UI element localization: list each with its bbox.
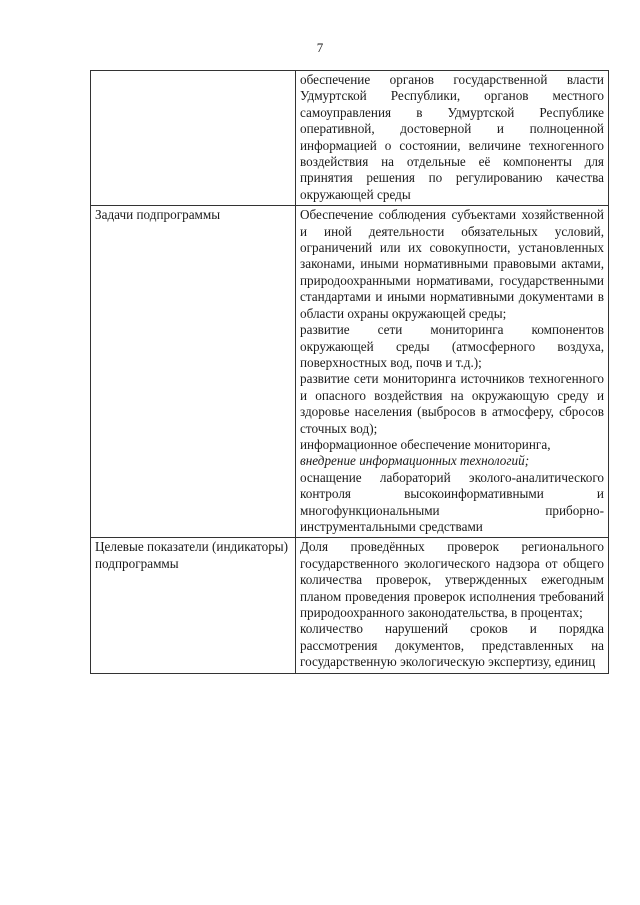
row-label-cell: Задачи подпрограммы <box>91 206 296 538</box>
content-paragraph: оснащение лабораторий эколого-аналитического контроля высокоинформативными и многофункциональными приборно-инструментальными средствами <box>300 469 604 534</box>
row-label-cell <box>91 71 296 206</box>
content-paragraph: информационное обеспечение мониторинга, <box>300 436 551 452</box>
table-row <box>91 206 609 538</box>
table-row <box>91 538 609 673</box>
content-paragraph: развитие сети мониторинга компонентов окружающей среды (атмосферного воздуха, поверхностных вод, почв и т.д.); <box>300 322 604 370</box>
content-paragraph: количество нарушений сроков и порядка рассмотрения документов, представленных на государственную экологическую экспертизу, единиц <box>300 621 604 670</box>
row-content-cell <box>296 206 609 538</box>
row-label-cell: Целевые показатели (индикаторы) подпрограммы <box>91 538 296 673</box>
content-paragraph: обеспечение органов государственной власти Удмуртской Республики, органов местного самоуправления в Удмуртской Республике оперативной, достоверной и полноценной информацией о состоянии, величине техногенного воздействия на отдельные её компоненты для принятия решения по регулированию качества окружающей среды <box>300 72 604 202</box>
page-number: 7 <box>316 40 324 55</box>
content-paragraph: Обеспечение соблюдения субъектами хозяйственной и иной деятельности обязательных условий, ограничений или их совокупности, установленных законами, иными нормативными правовыми актами, природоохранными нормативами, государственными стандартами и иными нормативными документами в области охраны окружающей среды; <box>300 207 604 321</box>
row-content-cell <box>296 71 609 206</box>
table-row <box>91 71 609 206</box>
content-paragraph: развитие сети мониторинга источников техногенного и опасного воздействия на окружающую среду и здоровье населения (выбросов в атмосферу, сбросов сточных вод); <box>300 371 604 436</box>
subprogram-passport-table <box>90 70 609 674</box>
content-paragraph: внедрение информационных технологий; <box>300 453 530 469</box>
row-content-cell <box>296 538 609 673</box>
content-paragraph: Доля проведённых проверок регионального государственного экологического надзора от общего количества проверок, утвержденных ежегодным планом проведения проверок исполнения требований природоохранного законодательства, в процентах; <box>300 539 604 620</box>
